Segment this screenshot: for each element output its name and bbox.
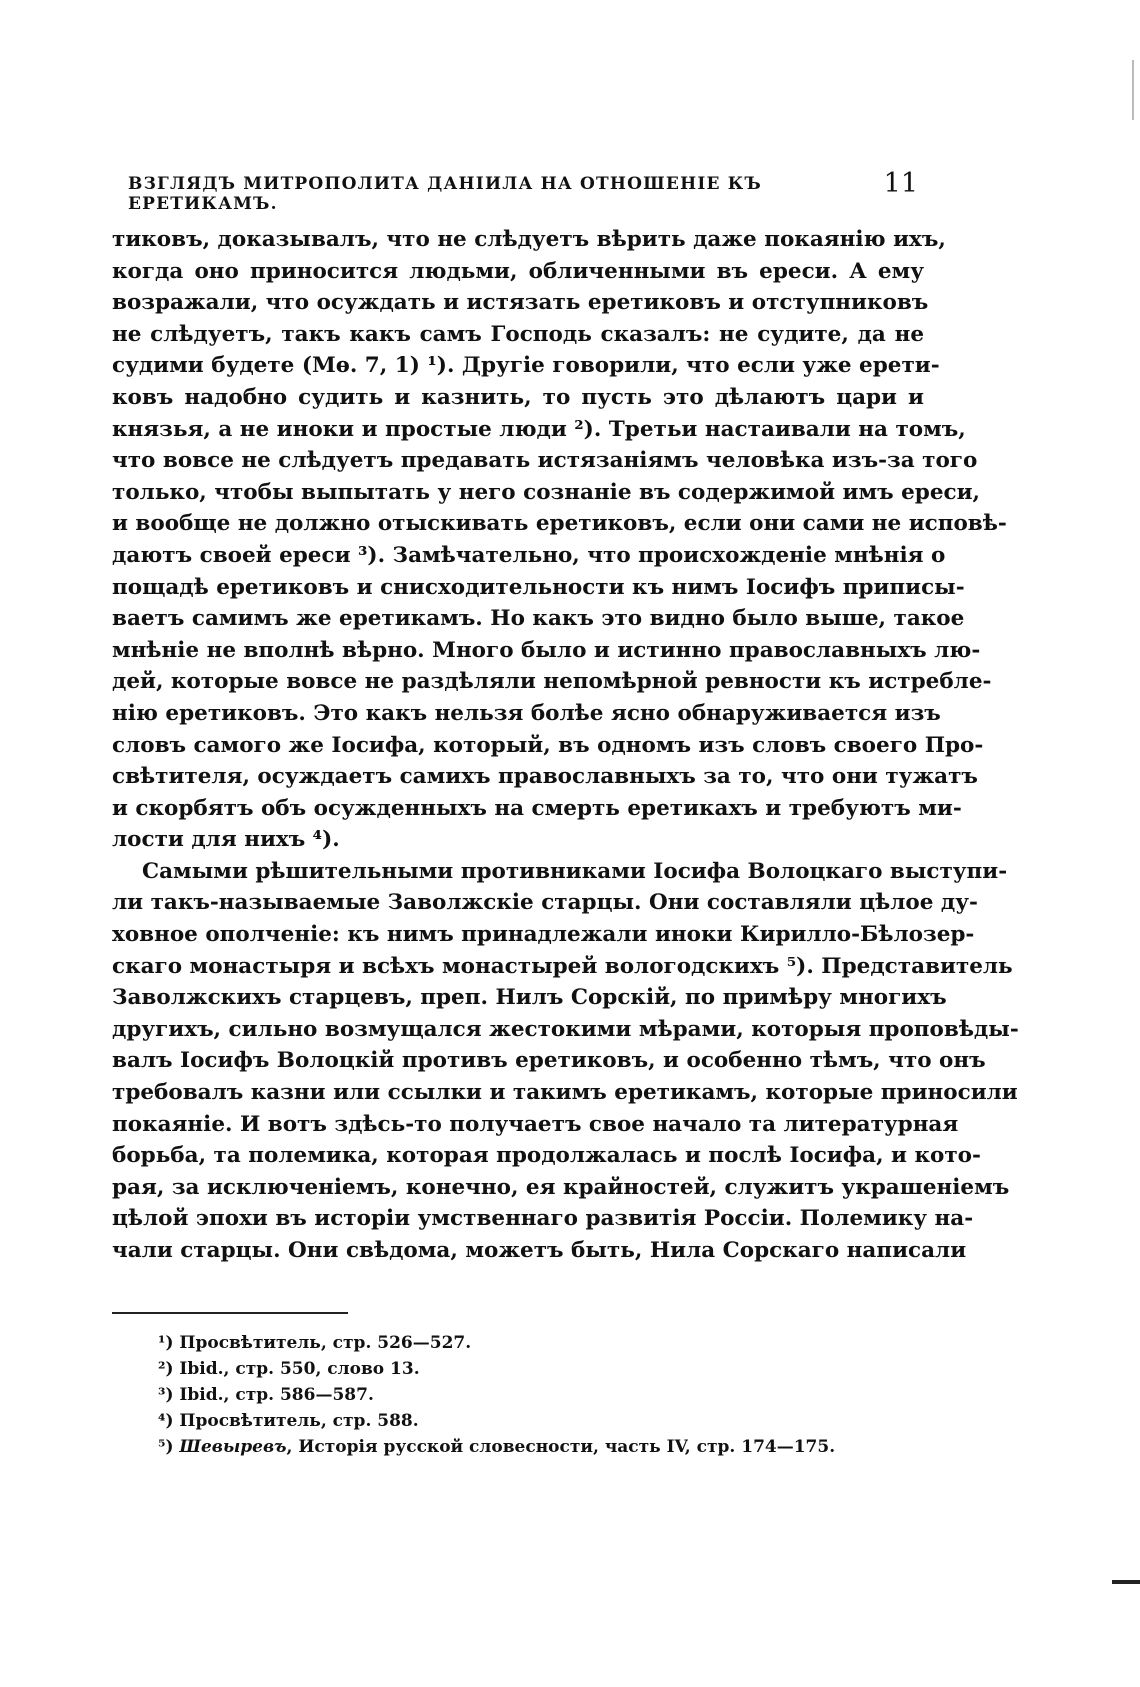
page-number: 11	[883, 168, 918, 199]
footnote-text: Просвѣтитель, стр. 526—527.	[179, 1333, 472, 1353]
footnote-text: Просвѣтитель, стр. 588.	[179, 1411, 419, 1431]
text-line: цѣлой эпохи въ исторіи умственнаго развитія Россіи. Полемику на-	[112, 1206, 974, 1232]
footnote-mark: ⁵)	[158, 1437, 174, 1457]
text-line: Заволжскихъ старцевъ, преп. Нилъ Сорскій, по примѣру многихъ	[112, 985, 947, 1011]
footnotes	[158, 1330, 918, 1460]
scan-margin-mark	[1112, 1580, 1140, 1584]
running-head: ВЗГЛЯДЪ МИТРОПОЛИТА ДАНІИЛА НА ОТНОШЕНІЕ КЪ ЕРЕТИКАМЪ.	[128, 174, 762, 214]
text-line: скаго монастыря и всѣхъ монастырей вологодскихъ ⁵). Представитель	[112, 953, 1013, 979]
text-line: ховное ополченіе: къ нимъ принадлежали иноки Кирилло-Бѣлозер-	[112, 922, 975, 948]
footnote-mark: ²)	[158, 1359, 174, 1379]
text-line: требовалъ казни или ссылки и такимъ еретикамъ, которые приносили	[112, 1080, 1018, 1106]
text-line: лости для нихъ ⁴).	[112, 827, 340, 853]
footnote-mark: ⁴)	[158, 1411, 174, 1431]
text-line: возражали, что осуждать и истязать еретиковъ и отступниковъ	[112, 290, 929, 316]
body-text	[112, 224, 1019, 1267]
text-line: и скорбятъ объ осужденныхъ на смерть еретикахъ и требуютъ ми-	[112, 795, 962, 821]
footnote-text: Ibid., стр. 550, слово 13.	[179, 1359, 420, 1379]
text-line: князья, а не иноки и простые люди ²). Третьи настаивали на томъ,	[112, 416, 966, 442]
text-line: не слѣдуетъ, такъ какъ самъ Господь сказалъ: не судите, да не	[112, 321, 924, 347]
text-line: пощадѣ еретиковъ и снисходительности къ нимъ Іосифъ приписы-	[112, 574, 965, 600]
text-line: мнѣніе не вполнѣ вѣрно. Много было и истинно православныхъ лю-	[112, 637, 981, 663]
footnote-mark: ¹)	[158, 1333, 174, 1353]
text-line: другихъ, сильно возмущался жестокими мѣрами, которыя проповѣды-	[112, 1016, 1019, 1042]
page-header	[128, 168, 918, 214]
scan-edge-mark	[1132, 60, 1134, 120]
footnote	[158, 1356, 918, 1382]
text-line: ковъ надобно судить и казнить, то пусть это дѣлаютъ цари и	[112, 384, 924, 410]
footnote	[158, 1330, 918, 1356]
text-line: судими будете (Мѳ. 7, 1) ¹). Другіе говорили, что если уже ерети-	[112, 353, 940, 379]
footnote-author: Шевыревъ	[179, 1437, 287, 1457]
text-line: ли такъ-называемые Заволжскіе старцы. Они составляли цѣлое ду-	[112, 890, 978, 916]
text-line: борьба, та полемика, которая продолжалась и послѣ Іосифа, и кото-	[112, 1143, 981, 1169]
text-line: нію еретиковъ. Это какъ нельзя болѣе ясно обнаруживается изъ	[112, 700, 941, 726]
text-line: рая, за исключеніемъ, конечно, ея крайностей, служитъ украшеніемъ	[112, 1174, 1010, 1200]
footnote	[158, 1434, 918, 1460]
text-line: чали старцы. Они свѣдома, можетъ быть, Нила Сорскаго написали	[112, 1238, 967, 1263]
footnote-text: Ibid., стр. 586—587.	[179, 1385, 374, 1405]
footnote	[158, 1382, 918, 1408]
text-line: дей, которые вовсе не раздѣляли непомѣрной ревности къ истребле-	[112, 669, 992, 695]
footnote-mark: ³)	[158, 1385, 174, 1405]
footnote	[158, 1408, 918, 1434]
text-line: даютъ своей ереси ³). Замѣчательно, что происхожденіе мнѣнія о	[112, 542, 946, 568]
text-line: покаяніе. И вотъ здѣсь-то получаетъ свое начало та литературная	[112, 1111, 959, 1137]
text-line: когда оно приносится людьми, обличенными въ ереси. А ему	[112, 258, 924, 284]
footnote-text: , Исторія русской словесности, часть IV, стр. 174—175.	[286, 1437, 836, 1457]
text-line: только, чтобы выпытать у него сознаніе въ содержимой имъ ереси,	[112, 479, 981, 505]
text-line: валъ Іосифъ Волоцкій противъ еретиковъ, и особенно тѣмъ, что онъ	[112, 1048, 986, 1074]
text-line: тиковъ, доказывалъ, что не слѣдуетъ вѣрить даже покаянію ихъ,	[112, 227, 946, 252]
footnote-divider	[112, 1312, 348, 1314]
text-line: что вовсе не слѣдуетъ предавать истязаніямъ человѣка изъ-за того	[112, 448, 978, 474]
text-line: ваетъ самимъ же еретикамъ. Но какъ это видно было выше, такое	[112, 606, 965, 632]
text-line: свѣтителя, осуждаетъ самихъ православныхъ за то, что они тужатъ	[112, 764, 978, 790]
text-line: и вообще не должно отыскивать еретиковъ, если они сами не исповѣ-	[112, 511, 1007, 537]
text-line: Самыми рѣшительными противниками Іосифа Волоцкаго выступи-	[142, 858, 1008, 884]
text-line: словъ самого же Іосифа, который, въ одномъ изъ словъ своего Про-	[112, 732, 984, 758]
